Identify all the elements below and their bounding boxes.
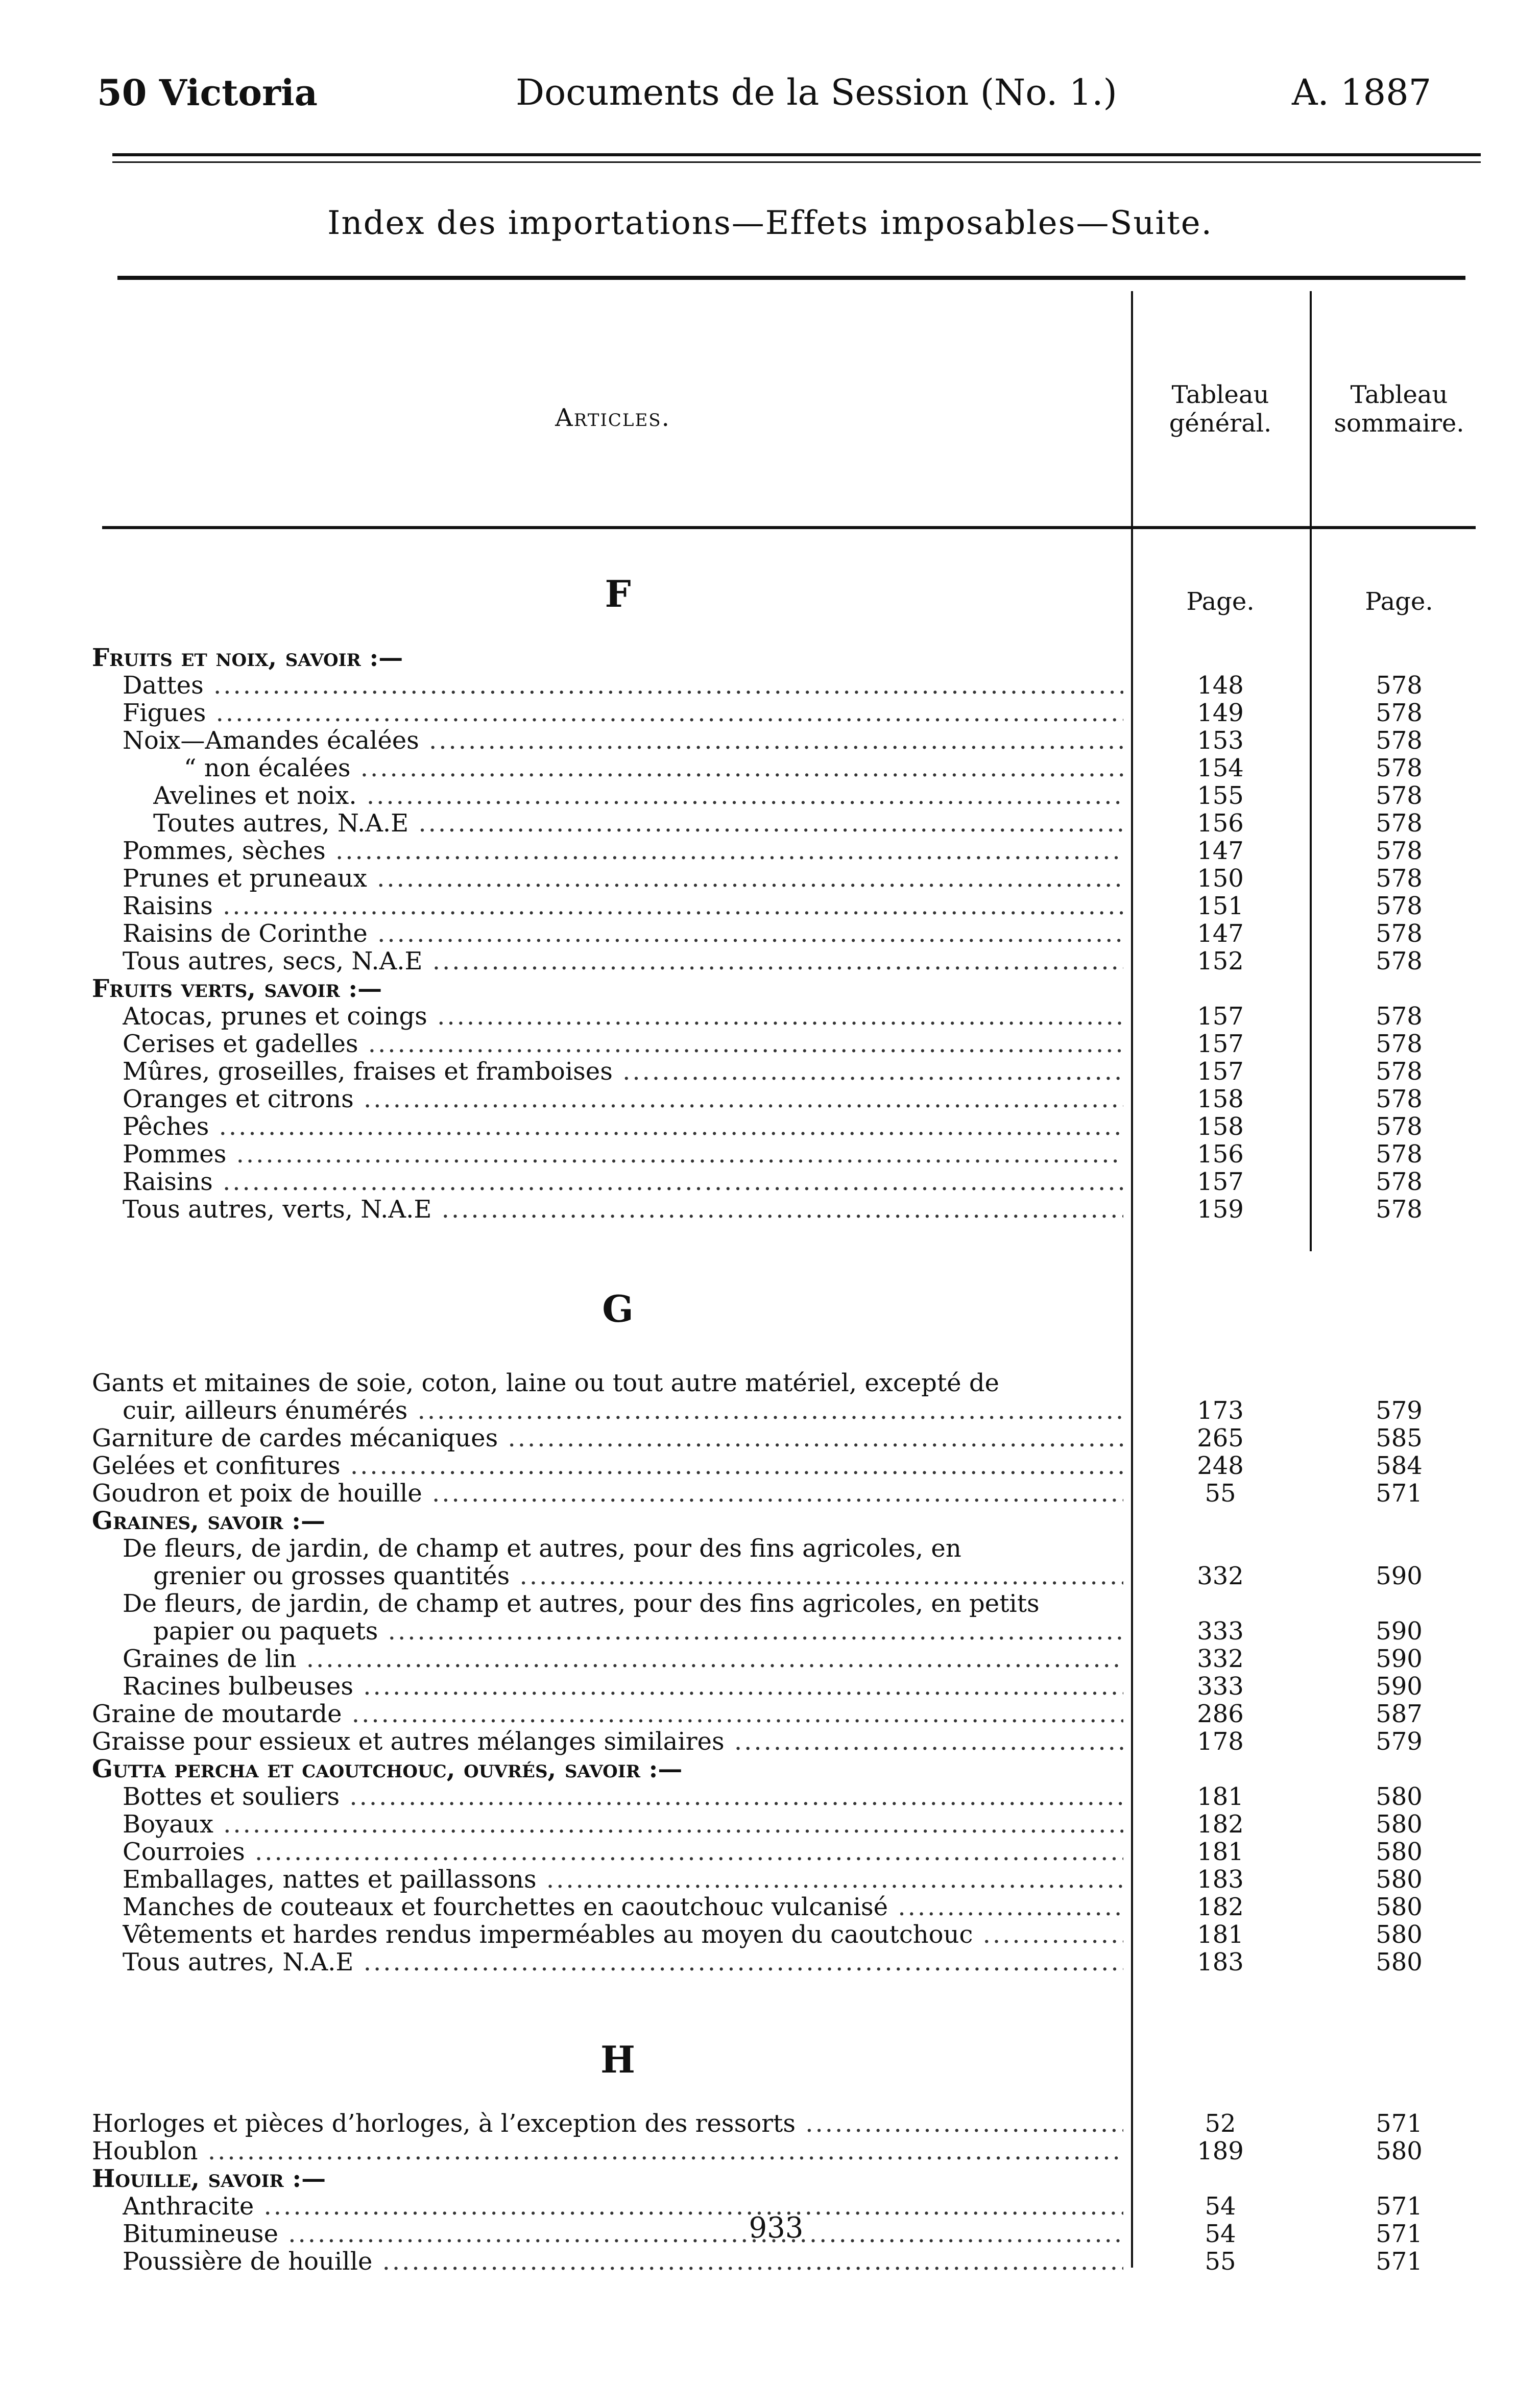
- tableau-general-page: 182: [1197, 1893, 1244, 1921]
- index-row: [92, 644, 1491, 672]
- article-label: Courroies .....: [123, 1838, 1123, 1866]
- tableau-sommaire-page: 578: [1376, 781, 1423, 810]
- header-year: A. 1887: [1292, 72, 1432, 113]
- tableau-sommaire-page: 578: [1376, 837, 1423, 865]
- tableau-general-page: 183: [1197, 1865, 1244, 1894]
- tableau-sommaire-page: 580: [1376, 1948, 1423, 1977]
- article-label: Prunes et pruneaux .....: [123, 864, 1123, 893]
- group-heading: Gutta percha et caoutchouc, ouvrés, savoir :—: [92, 1755, 683, 1783]
- article-label: De fleurs, de jardin, de champ et autres, pour des fins agricoles, en: [123, 1534, 961, 1563]
- tableau-general-page: 147: [1197, 919, 1244, 948]
- tableau-general-page: 155: [1197, 781, 1244, 810]
- tableau-general-page: 158: [1197, 1085, 1244, 1113]
- article-label: Raisins de Corinthe .....: [123, 919, 1123, 948]
- index-row: [92, 2109, 1491, 2138]
- tableau-sommaire-page: 578: [1376, 726, 1423, 755]
- tableau-general-page: 157: [1197, 1002, 1244, 1031]
- article-label: Oranges et citrons .....: [123, 1085, 1123, 1113]
- tableau-sommaire-page: 590: [1376, 1645, 1423, 1673]
- tableau-general-page: 182: [1197, 1810, 1244, 1839]
- tableau-general-page: 153: [1197, 726, 1244, 755]
- page-number: 933: [749, 2211, 804, 2245]
- tableau-sommaire-page: 578: [1376, 892, 1423, 920]
- index-row: [92, 919, 1491, 948]
- article-label: Tous autres, verts, N.A.E .....: [123, 1195, 1123, 1224]
- tableau-sommaire-page: 579: [1376, 1727, 1423, 1756]
- tableau-general-page: 156: [1197, 1140, 1244, 1169]
- column-header-tableau-sommaire: Tableau sommaire.: [1334, 380, 1464, 438]
- article-label: Anthracite .....: [123, 2192, 1123, 2221]
- header-title: Documents de la Session (No. 1.): [516, 72, 1117, 113]
- article-label: Gelées et confitures .....: [92, 1451, 1123, 1480]
- article-label: papier ou paquets .....: [153, 1617, 1123, 1646]
- tableau-general-page: 148: [1197, 671, 1244, 700]
- article-label: Pêches .....: [123, 1112, 1123, 1141]
- tableau-sommaire-page: 571: [1376, 2109, 1423, 2138]
- index-row: [92, 1396, 1491, 1425]
- index-row: [92, 1700, 1491, 1728]
- tableau-sommaire-page: 590: [1376, 1562, 1423, 1590]
- article-label: Goudron et poix de houille .....: [92, 1479, 1123, 1508]
- index-row: [92, 699, 1491, 727]
- page-label-general: Page.: [1186, 587, 1255, 616]
- page-label-sommaire: Page.: [1365, 587, 1433, 616]
- tableau-general-page: 149: [1197, 699, 1244, 727]
- group-heading: Houille, savoir :—: [92, 2164, 326, 2193]
- header-rule-bottom: [112, 161, 1481, 163]
- article-label: Emballages, nattes et paillassons .....: [123, 1865, 1123, 1894]
- article-label: Gants et mitaines de soie, coton, laine ou tout autre matériel, excepté de: [92, 1369, 999, 1397]
- index-row: [92, 974, 1491, 1003]
- tableau-general-page: 333: [1197, 1617, 1244, 1646]
- tableau-sommaire-page: 578: [1376, 1057, 1423, 1086]
- tableau-sommaire-page: 571: [1376, 2220, 1423, 2248]
- tableau-general-page: 157: [1197, 1057, 1244, 1086]
- index-row: [92, 1030, 1491, 1058]
- tableau-general-page: 178: [1197, 1727, 1244, 1756]
- tableau-sommaire-page: 580: [1376, 2137, 1423, 2165]
- tableau-general-page: 151: [1197, 892, 1244, 920]
- group-heading: Graines, savoir :—: [92, 1507, 325, 1535]
- index-row: [92, 754, 1491, 782]
- tableau-sommaire-page: 590: [1376, 1672, 1423, 1701]
- article-label: “ non écalées .....: [184, 754, 1123, 782]
- tableau-sommaire-page: 578: [1376, 1112, 1423, 1141]
- article-label: Graisse pour essieux et autres mélanges similaires .....: [92, 1727, 1123, 1756]
- section-letter-h: H: [600, 2038, 636, 2081]
- index-row: [92, 864, 1491, 893]
- tableau-general-page: 333: [1197, 1672, 1244, 1701]
- tableau-general-page: 147: [1197, 837, 1244, 865]
- article-label: Boyaux .....: [123, 1810, 1123, 1839]
- article-label: cuir, ailleurs énumérés .....: [123, 1396, 1123, 1425]
- index-row: [92, 1451, 1491, 1480]
- index-row: [92, 1369, 1491, 1397]
- article-label: Bitumineuse .....: [123, 2220, 1123, 2248]
- tableau-general-page: 54: [1205, 2220, 1236, 2248]
- tableau-sommaire-page: 578: [1376, 1002, 1423, 1031]
- article-label: Manches de couteaux et fourchettes en caoutchouc vulcanisé .....: [123, 1893, 1123, 1921]
- article-label: Dattes .....: [123, 671, 1123, 700]
- index-row: [92, 837, 1491, 865]
- index-row: [92, 2137, 1491, 2165]
- index-row: [92, 1085, 1491, 1113]
- column-header-tableau-general: Tableau général.: [1169, 380, 1272, 438]
- tableau-general-page: 152: [1197, 947, 1244, 975]
- index-row: [92, 1534, 1491, 1563]
- tableau-sommaire-page: 590: [1376, 1617, 1423, 1646]
- header-volume: 50 Victoria: [97, 72, 318, 114]
- tableau-sommaire-page: 579: [1376, 1396, 1423, 1425]
- tableau-sommaire-page: 580: [1376, 1920, 1423, 1949]
- tableau-sommaire-page: 584: [1376, 1451, 1423, 1480]
- tableau-sommaire-page: 571: [1376, 2192, 1423, 2221]
- index-row: [92, 1002, 1491, 1031]
- article-label: Racines bulbeuses .....: [123, 1672, 1123, 1701]
- tableau-sommaire-page: 578: [1376, 1168, 1423, 1196]
- tableau-sommaire-page: 578: [1376, 919, 1423, 948]
- index-row: [92, 1865, 1491, 1894]
- tableau-sommaire-page: 578: [1376, 699, 1423, 727]
- tableau-general-page: 286: [1197, 1700, 1244, 1728]
- section-letter-g: G: [602, 1287, 634, 1330]
- tableau-general-page: 181: [1197, 1920, 1244, 1949]
- tableau-general-page: 173: [1197, 1396, 1244, 1425]
- index-row: [92, 1140, 1491, 1169]
- tableau-general-page: 183: [1197, 1948, 1244, 1977]
- tableau-general-page: 157: [1197, 1030, 1244, 1058]
- index-row: [92, 1507, 1491, 1535]
- tableau-general-page: 181: [1197, 1782, 1244, 1811]
- index-row: [92, 892, 1491, 920]
- tableau-sommaire-page: 578: [1376, 809, 1423, 838]
- index-row: [92, 1755, 1491, 1783]
- tableau-sommaire-page: 580: [1376, 1893, 1423, 1921]
- tableau-sommaire-page: 578: [1376, 1085, 1423, 1113]
- article-label: Cerises et gadelles .....: [123, 1030, 1123, 1058]
- tableau-sommaire-page: 571: [1376, 2247, 1423, 2276]
- index-row: [92, 1920, 1491, 1949]
- tableau-general-page: 159: [1197, 1195, 1244, 1224]
- index-row: [92, 1617, 1491, 1646]
- tableau-general-page: 154: [1197, 754, 1244, 782]
- tableau-general-page: 55: [1205, 1479, 1236, 1508]
- tableau-general-page: 248: [1197, 1451, 1244, 1480]
- index-row: [92, 947, 1491, 975]
- index-row: [92, 1479, 1491, 1508]
- article-label: Toutes autres, N.A.E .....: [153, 809, 1123, 838]
- group-heading: Fruits et noix, savoir :—: [92, 644, 403, 672]
- article-label: grenier ou grosses quantités .....: [153, 1562, 1123, 1590]
- index-row: [92, 1562, 1491, 1590]
- index-row: [92, 1782, 1491, 1811]
- tableau-general-page: 55: [1205, 2247, 1236, 2276]
- article-label: Figues .....: [123, 699, 1123, 727]
- article-label: Poussière de houille .....: [123, 2247, 1123, 2276]
- index-row: [92, 781, 1491, 810]
- tableau-sommaire-page: 580: [1376, 1782, 1423, 1811]
- index-title: Index des importations—Effets imposables—Suite.: [327, 204, 1213, 242]
- tableau-general-page: 332: [1197, 1562, 1244, 1590]
- article-label: Graine de moutarde .....: [92, 1700, 1123, 1728]
- article-label: Raisins .....: [123, 892, 1123, 920]
- tableau-sommaire-page: 578: [1376, 671, 1423, 700]
- tableau-sommaire-page: 580: [1376, 1810, 1423, 1839]
- article-label: Bottes et souliers .....: [123, 1782, 1123, 1811]
- index-row: [92, 1893, 1491, 1921]
- article-label: Tous autres, N.A.E .....: [123, 1948, 1123, 1977]
- index-row: [92, 726, 1491, 755]
- index-row: [92, 809, 1491, 838]
- tableau-sommaire-page: 578: [1376, 1140, 1423, 1169]
- tableau-sommaire-page: 571: [1376, 1479, 1423, 1508]
- article-label: Garniture de cardes mécaniques .....: [92, 1424, 1123, 1452]
- index-row: [92, 2247, 1491, 2276]
- article-label: Horloges et pièces d’horloges, à l’exception des ressorts .....: [92, 2109, 1123, 2138]
- index-row: [92, 1057, 1491, 1086]
- tableau-sommaire-page: 578: [1376, 1030, 1423, 1058]
- tableau-general-page: 54: [1205, 2192, 1236, 2221]
- tableau-general-page: 158: [1197, 1112, 1244, 1141]
- article-label: Pommes .....: [123, 1140, 1123, 1169]
- index-row: [92, 1810, 1491, 1839]
- group-heading: Fruits verts, savoir :—: [92, 974, 382, 1003]
- tableau-general-page: 265: [1197, 1424, 1244, 1452]
- article-label: Graines de lin .....: [123, 1645, 1123, 1673]
- tableau-general-page: 157: [1197, 1168, 1244, 1196]
- index-row: [92, 1168, 1491, 1196]
- tableau-sommaire-page: 578: [1376, 754, 1423, 782]
- index-row: [92, 671, 1491, 700]
- index-row: [92, 1948, 1491, 1977]
- article-label: Mûres, groseilles, fraises et framboises .....: [123, 1057, 1123, 1086]
- tableau-sommaire-page: 578: [1376, 1195, 1423, 1224]
- tableau-sommaire-page: 580: [1376, 1865, 1423, 1894]
- index-row: [92, 1424, 1491, 1452]
- article-label: Raisins .....: [123, 1168, 1123, 1196]
- article-label: Pommes, sèches .....: [123, 837, 1123, 865]
- tableau-general-page: 189: [1197, 2137, 1244, 2165]
- tableau-sommaire-page: 585: [1376, 1424, 1423, 1452]
- index-row: [92, 1838, 1491, 1866]
- tableau-general-page: 332: [1197, 1645, 1244, 1673]
- article-label: Noix—Amandes écalées .....: [123, 726, 1123, 755]
- tableau-sommaire-page: 587: [1376, 1700, 1423, 1728]
- tableau-sommaire-page: 578: [1376, 864, 1423, 893]
- article-label: De fleurs, de jardin, de champ et autres, pour des fins agricoles, en petits: [123, 1589, 1040, 1618]
- title-rule: [117, 276, 1465, 280]
- index-row: [92, 1589, 1491, 1618]
- index-row: [92, 1727, 1491, 1756]
- article-label: Atocas, prunes et coings .....: [123, 1002, 1123, 1031]
- tableau-sommaire-page: 578: [1376, 947, 1423, 975]
- index-row: [92, 1195, 1491, 1224]
- index-row: [92, 2164, 1491, 2193]
- article-label: Tous autres, secs, N.A.E .....: [123, 947, 1123, 975]
- article-label: Houblon .....: [92, 2137, 1123, 2165]
- tableau-general-page: 181: [1197, 1838, 1244, 1866]
- column-header-rule: [102, 526, 1476, 529]
- header-rule-top: [112, 153, 1481, 156]
- index-row: [92, 1672, 1491, 1701]
- section-letter-f: F: [605, 572, 631, 615]
- column-header-articles: Articles.: [555, 403, 670, 432]
- article-label: Avelines et noix. .....: [153, 781, 1123, 810]
- tableau-sommaire-page: 580: [1376, 1838, 1423, 1866]
- tableau-general-page: 150: [1197, 864, 1244, 893]
- article-label: Vêtements et hardes rendus imperméables au moyen du caoutchouc .....: [123, 1920, 1123, 1949]
- tableau-general-page: 156: [1197, 809, 1244, 838]
- tableau-general-page: 52: [1205, 2109, 1236, 2138]
- index-row: [92, 1112, 1491, 1141]
- index-row: [92, 1645, 1491, 1673]
